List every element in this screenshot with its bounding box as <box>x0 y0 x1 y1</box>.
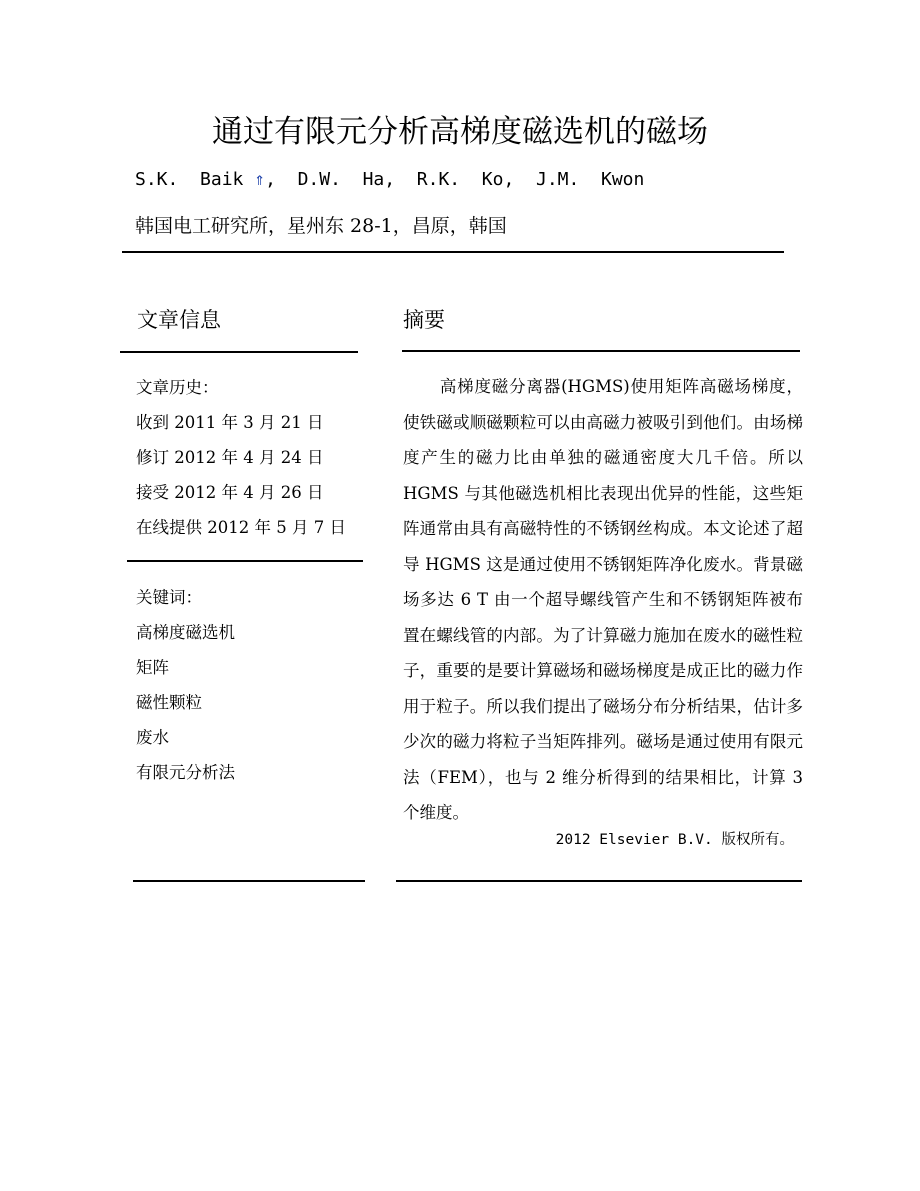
paper-title: 通过有限元分析高梯度磁选机的磁场 <box>212 114 708 150</box>
keyword-item: 磁性颗粒 <box>136 693 202 712</box>
abstract-top-rule <box>402 350 800 352</box>
history-received: 收到 2011 年 3 月 21 日 <box>136 413 324 432</box>
header-divider <box>122 251 784 253</box>
keywords-label: 关键词： <box>136 588 202 607</box>
abstract-text <box>403 369 803 831</box>
author-list <box>135 168 644 192</box>
corresponding-author-mark[interactable]: ⇑ <box>254 169 266 190</box>
article-info-heading: 文章信息 <box>137 308 221 332</box>
article-info-top-rule <box>120 351 358 353</box>
keyword-item: 矩阵 <box>136 658 169 677</box>
abstract-heading: 摘要 <box>403 308 445 332</box>
copyright-notice: 2012 Elsevier B.V. 版权所有。 <box>555 832 794 848</box>
keyword-item: 有限元分析法 <box>136 763 235 782</box>
article-history <box>136 370 346 545</box>
history-revised: 修订 2012 年 4 月 24 日 <box>136 448 324 467</box>
author-rest: , D.W. Ha, R.K. Ko, J.M. Kwon <box>265 169 645 190</box>
article-history-divider <box>127 560 363 562</box>
affiliation: 韩国电工研究所，星州东 28-1，昌原，韩国 <box>135 215 507 237</box>
abstract-body: 高梯度磁分离器(HGMS)使用矩阵高磁场梯度，使铁磁或顺磁颗粒可以由高磁力被吸引到他们。由场梯度产生的磁力比由单独的磁通密度大几千倍。所以 HGMS 与其他磁选机相比表现出优异的性能，这些矩阵通常由具有高磁特性的不锈钢丝构成。本文论述了超导 HGMS 这是通过使用不锈钢矩阵净化废水。背景磁场多达 6 T 由一个超导螺线管产生和不锈钢矩阵被布置在螺线管的内部。为了计算磁力施加在废水的磁性粒子，重要的是要计算磁场和磁场梯度是成正比的磁力作用于粒子。所以我们提出了磁场分布分析结果，估计多少次的磁力将粒子当矩阵排列。磁场是通过使用有限元法（FEM），也与 2 维分析得到的结果相比，计算 3 个维度。 <box>403 377 803 822</box>
history-accepted: 接受 2012 年 4 月 26 日 <box>136 483 324 502</box>
author-first: S.K. Baik <box>135 169 255 190</box>
keyword-item: 高梯度磁选机 <box>136 623 235 642</box>
keyword-item: 废水 <box>136 728 169 747</box>
article-info-bottom-rule <box>133 880 365 882</box>
abstract-bottom-rule <box>396 880 802 882</box>
keywords <box>136 580 235 790</box>
history-online: 在线提供 2012 年 5 月 7 日 <box>136 518 346 537</box>
article-history-label: 文章历史： <box>136 378 219 397</box>
